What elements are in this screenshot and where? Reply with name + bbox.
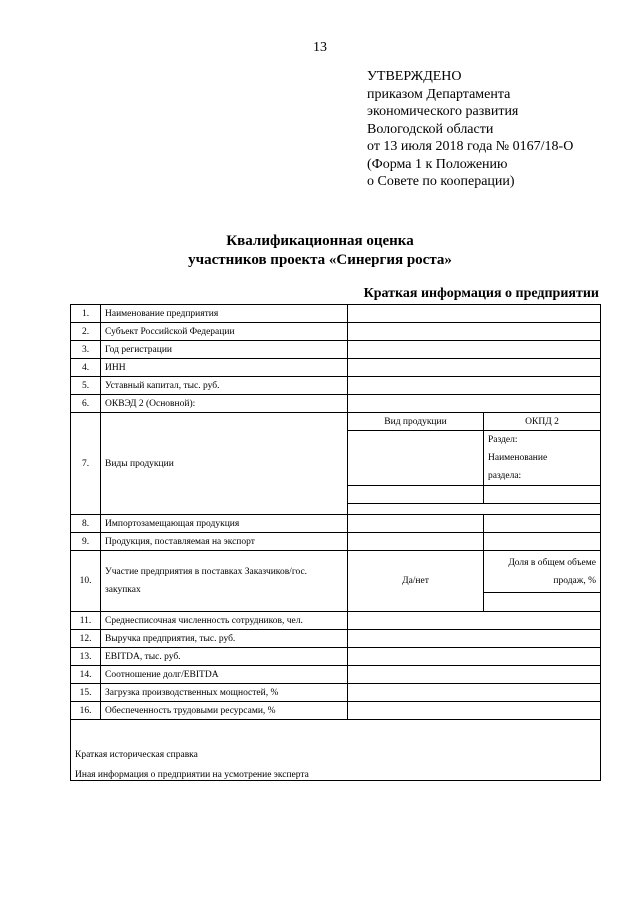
- table-row: [71, 395, 601, 413]
- row-number: 13.: [71, 648, 101, 666]
- row-number: 4.: [71, 359, 101, 377]
- spacer-cell: [348, 504, 601, 515]
- enterprise-info-table: [70, 304, 601, 781]
- product-type-cell[interactable]: [348, 431, 484, 486]
- table-row: [71, 377, 601, 395]
- value-cell[interactable]: [348, 323, 601, 341]
- section-title: Краткая информация о предприятии: [363, 286, 599, 301]
- table-row: [71, 359, 601, 377]
- approval-block: [367, 68, 573, 191]
- table-row: [71, 323, 601, 341]
- row-label: Год регистрации: [101, 341, 348, 359]
- row-number: 3.: [71, 341, 101, 359]
- row-label: ИНН: [101, 359, 348, 377]
- row-label: Продукция, поставляемая на экспорт: [101, 533, 348, 551]
- table-row: [71, 551, 601, 593]
- table-row: [71, 413, 601, 431]
- row-label: Импортозамещающая продукция: [101, 515, 348, 533]
- row-label: Обеспеченность трудовыми ресурсами, %: [101, 702, 348, 720]
- value-cell[interactable]: [348, 666, 601, 684]
- row-label-line: закупках: [105, 585, 141, 595]
- table-row: [71, 612, 601, 630]
- row-number: 7.: [71, 413, 101, 515]
- row-label: ОКВЭД 2 (Основной):: [101, 395, 348, 413]
- other-info-label: Иная информация о предприятии на усмотрение эксперта: [75, 770, 309, 780]
- column-header: ОКПД 2: [484, 413, 601, 431]
- value-cell[interactable]: [348, 684, 601, 702]
- row-label: EBITDA, тыс. руб.: [101, 648, 348, 666]
- value-cell[interactable]: [348, 630, 601, 648]
- row-number: 15.: [71, 684, 101, 702]
- value-cell[interactable]: [348, 305, 601, 323]
- value-cell[interactable]: [348, 341, 601, 359]
- history-label: Краткая историческая справка: [75, 750, 198, 760]
- share-value-cell[interactable]: [484, 593, 601, 612]
- row-number: 2.: [71, 323, 101, 341]
- row-number: 12.: [71, 630, 101, 648]
- document-title: [0, 232, 640, 270]
- row-label: Уставный капитал, тыс. руб.: [101, 377, 348, 395]
- okpd-name-label-cont: раздела:: [488, 471, 522, 481]
- row-number: 11.: [71, 612, 101, 630]
- value-cell[interactable]: [348, 648, 601, 666]
- share-header-line: Доля в общем объеме: [508, 557, 596, 568]
- approval-line: УТВЕРЖДЕНО: [367, 69, 462, 84]
- row-label: [101, 551, 348, 612]
- table-row: [71, 341, 601, 359]
- approval-line: от 13 июля 2018 года № 0167/18-О: [367, 139, 574, 154]
- value-cell[interactable]: [348, 612, 601, 630]
- value-cell[interactable]: [348, 515, 484, 533]
- row-label: Виды продукции: [101, 413, 348, 515]
- title-line-2: участников проекта «Синергия роста»: [188, 252, 452, 268]
- value-cell[interactable]: [484, 533, 601, 551]
- row-label: Загрузка производственных мощностей, %: [101, 684, 348, 702]
- table-row: [71, 533, 601, 551]
- table-row: [71, 666, 601, 684]
- value-cell[interactable]: [348, 533, 484, 551]
- approval-line: экономического развития: [367, 104, 519, 119]
- table-row: [71, 648, 601, 666]
- column-header: Вид продукции: [348, 413, 484, 431]
- notes-cell[interactable]: [71, 720, 601, 781]
- yes-no-cell[interactable]: Да/нет: [348, 551, 484, 612]
- row-number: 5.: [71, 377, 101, 395]
- row-number: 16.: [71, 702, 101, 720]
- table-row: [71, 720, 601, 781]
- row-number: 10.: [71, 551, 101, 612]
- row-label: Среднесписочная численность сотрудников, чел.: [101, 612, 348, 630]
- value-cell[interactable]: [348, 395, 601, 413]
- row-number: 8.: [71, 515, 101, 533]
- product-type-cell[interactable]: [348, 486, 484, 504]
- value-cell[interactable]: [348, 359, 601, 377]
- title-line-1: Квалификационная оценка: [226, 233, 414, 249]
- approval-line: о Совете по кооперации): [367, 174, 515, 189]
- row-number: 9.: [71, 533, 101, 551]
- row-label: Субъект Российской Федерации: [101, 323, 348, 341]
- page-number: 13: [313, 40, 327, 55]
- row-number: 6.: [71, 395, 101, 413]
- okpd-cell: [484, 431, 601, 486]
- row-number: 14.: [71, 666, 101, 684]
- value-cell[interactable]: [348, 377, 601, 395]
- okpd-section-label: Раздел:: [488, 435, 518, 445]
- table-row: [71, 515, 601, 533]
- table-row: [71, 630, 601, 648]
- approval-line: (Форма 1 к Положению: [367, 156, 508, 172]
- share-header: [484, 551, 601, 593]
- table-row: [71, 684, 601, 702]
- row-label-line: Участие предприятия в поставках Заказчиков/гос.: [105, 567, 308, 577]
- value-cell[interactable]: [348, 702, 601, 720]
- row-label: Соотношение долг/EBITDA: [101, 666, 348, 684]
- row-label: Наименование предприятия: [101, 305, 348, 323]
- row-label: Выручка предприятия, тыс. руб.: [101, 630, 348, 648]
- okpd-name-label: Наименование: [488, 453, 548, 463]
- value-cell[interactable]: [484, 515, 601, 533]
- table-row: [71, 702, 601, 720]
- approval-line: приказом Департамента: [367, 86, 511, 102]
- share-header-line: продаж, %: [553, 575, 596, 586]
- table-row: [71, 305, 601, 323]
- row-number: 1.: [71, 305, 101, 323]
- okpd-cell[interactable]: [484, 486, 601, 504]
- approval-line: Вологодской области: [367, 121, 494, 137]
